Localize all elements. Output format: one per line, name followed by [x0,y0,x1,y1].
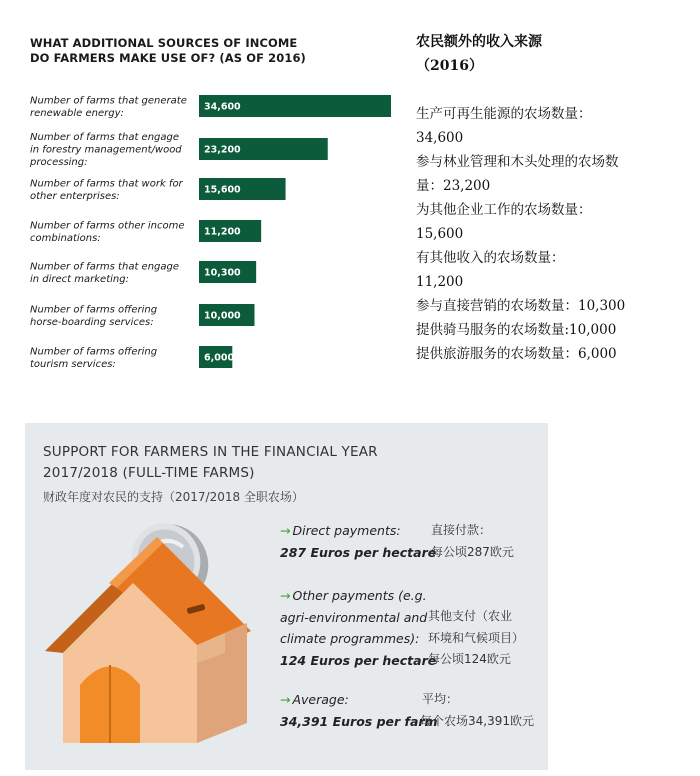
support-item-average [280,689,438,732]
zh-line: 环境和气候项目） [428,630,525,645]
category-label-line: horse-boarding services: [30,316,154,328]
bar-value-label: 10,000 [204,310,241,322]
item-label: Direct payments: [292,523,401,538]
category-label [30,95,187,119]
zh-line: 每个农场34,391欧元 [420,713,534,728]
cn-line: 为其他企业工作的农场数量： [416,202,592,218]
bar-value-label: 11,200 [204,226,241,238]
cn-lines [416,102,700,366]
zh-line: 直接付款： [431,523,492,537]
cn-line: 有其他收入的农场数量： [416,250,565,266]
cn-line: 参与直接营销的农场数量：10,300 [416,298,626,314]
support-item-other-payments-zh [428,606,524,671]
house-with-coin-illustration [25,423,285,770]
house-door [80,665,140,743]
cn-line: 11,200 [416,274,464,290]
cn-line: 提供旅游服务的农场数量：6,000 [416,346,617,362]
support-item-average-zh [420,689,534,732]
cn-title: 农民额外的收入来源 [416,34,542,50]
category-label-line: Number of farms that work for [30,178,183,190]
category-label [29,132,182,168]
support-title-line-1: SUPPORT FOR FARMERS IN THE FINANCIAL YEAR [43,444,378,460]
category-label-line: Number of farms that engage [30,261,180,273]
support-item-other-payments [280,585,436,671]
cn-line: 34,600 [416,130,464,146]
cn-line: 生产可再生能源的农场数量： [416,106,592,122]
category-label [30,304,157,328]
support-item-direct-payments [280,520,436,563]
bar-value-label: 10,300 [204,267,241,279]
category-label-line: Number of farms offering [30,346,158,358]
chart-title-line-1: WHAT ADDITIONAL SOURCES OF INCOME [30,36,298,50]
chinese-translation [416,30,700,366]
category-label-line: in forestry management/wood [30,144,182,156]
category-label-line: Number of farms that generate [30,95,187,107]
category-label-line: other enterprises: [30,190,120,202]
item-value: 124 Euros per hectare [280,652,437,668]
category-label-line: Number of farms other income [30,220,185,232]
category-label [30,220,185,244]
zh-line: 平均： [422,692,459,706]
cn-line: 参与林业管理和木头处理的农场数 [416,154,619,170]
bar-chart [0,0,400,385]
item-label: Other payments (e.g. [292,588,427,603]
zh-line: 每公顷287欧元 [431,544,514,559]
support-panel [25,423,548,770]
category-label [30,261,179,285]
category-label-line: renewable energy: [30,107,124,119]
item-label: climate programmes): [280,631,420,646]
bar-value-label: 6,000 [204,352,235,364]
item-label: Average: [292,692,349,707]
bar-value-label: 23,200 [204,144,241,156]
category-label-line: processing: [30,157,88,168]
category-label-line: tourism services: [30,358,116,370]
category-label-line: combinations: [30,232,101,244]
bar-value-label: 34,600 [204,101,241,113]
cn-line: 提供骑马服务的农场数量:10,000 [416,322,617,338]
category-label-line: Number of farms that engage [30,132,180,143]
category-label [30,178,184,202]
chart-title-line-2: DO FARMERS MAKE USE OF? (AS OF 2016) [30,51,306,65]
category-label-line: in direct marketing: [30,273,129,285]
zh-line: 每公顷124欧元 [428,652,511,666]
arrow-icon: → [280,692,291,707]
arrow-icon: → [280,588,291,603]
support-subtitle-zh: 财政年度对农民的支持（2017/2018 全职农场） [43,490,304,504]
item-value: 34,391 Euros per farm [280,713,438,729]
category-label [30,346,157,370]
cn-line: 15,600 [416,226,464,242]
zh-line: 其他支付（农业 [428,609,513,623]
cn-year: （2016） [416,58,483,74]
support-item-direct-payments-zh [431,520,514,563]
cn-line: 量：23,200 [416,178,491,194]
item-value: 287 Euros per hectare [280,544,437,560]
bar-value-label: 15,600 [204,184,241,196]
support-title-line-2: 2017/2018 (FULL-TIME FARMS) [43,465,255,481]
category-label-line: Number of farms offering [30,304,158,316]
item-label: agri-environmental and [280,609,428,625]
arrow-icon: → [280,523,291,538]
